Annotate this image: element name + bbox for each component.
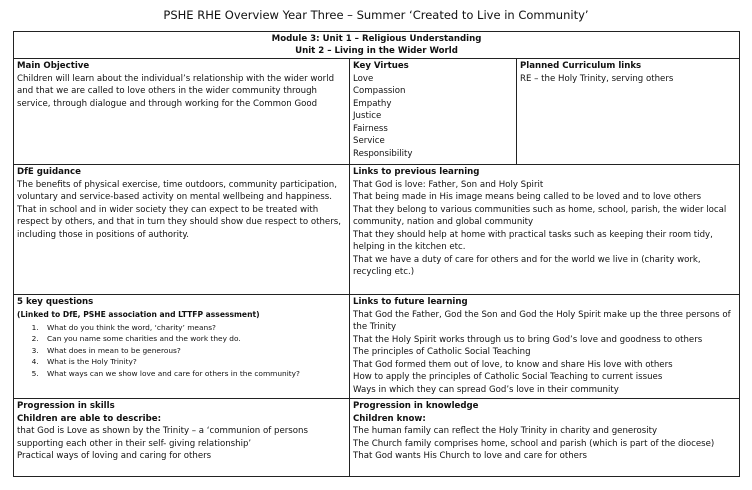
virtue-item: Compassion xyxy=(353,86,406,96)
skills-item: Practical ways of loving and caring for others xyxy=(17,451,212,461)
virtue-item: Justice xyxy=(353,111,382,121)
key-questions-cell xyxy=(14,295,350,399)
skills-title: Progression in skills xyxy=(17,401,115,411)
overview-table xyxy=(13,31,740,477)
knowledge-item: The human family can reflect the Holy Trinity in charity and generosity xyxy=(353,426,658,436)
future-learning-item: That God the Father, God the Son and God the Holy Spirit make up the three persons of the Trinity xyxy=(353,309,731,332)
page-title: PSHE RHE Overview Year Three – Summer ‘Created to Live in Community’ xyxy=(163,8,589,22)
module-header-line1: Module 3: Unit 1 – Religious Understanding xyxy=(271,34,482,44)
main-objective-title: Main Objective xyxy=(17,61,90,71)
question-item: 3. What does in mean to be generous? xyxy=(41,345,346,357)
guidance-row xyxy=(14,165,740,295)
previous-learning-cell xyxy=(350,165,740,295)
question-item: 5. What ways can we show love and care for others in the community? xyxy=(41,368,346,380)
key-virtues-title: Key Virtues xyxy=(353,61,409,71)
future-learning-item: How to apply the principles of Catholic Social Teaching to current issues xyxy=(353,372,663,382)
curriculum-links-cell xyxy=(517,59,740,165)
module-header xyxy=(14,32,740,59)
skills-cell xyxy=(14,399,350,477)
main-objective-cell xyxy=(14,59,350,165)
previous-learning-item: That God is love: Father, Son and Holy Spirit xyxy=(353,179,544,190)
future-learning-item: The principles of Catholic Social Teaching xyxy=(353,347,531,357)
dfe-guidance-cell xyxy=(14,165,350,295)
key-questions-title: 5 key questions xyxy=(17,297,94,307)
main-objective-text: Children will learn about the individual’s relationship with the wider world and that we are called to love others in the wider community through service, through dialogue and through working for the Common Good xyxy=(17,73,335,109)
virtue-item: Responsibility xyxy=(353,148,413,159)
curriculum-links-title: Planned Curriculum links xyxy=(520,61,642,71)
previous-learning-item: That they should help at home with practical tasks such as keeping their room tidy, helping in the kitchen etc. xyxy=(353,229,713,252)
module-header-line2: Unit 2 – Living in the Wider World xyxy=(295,46,458,56)
dfe-guidance-title: DfE guidance xyxy=(17,167,81,177)
knowledge-lead: Children know: xyxy=(353,413,426,424)
question-item: 1. What do you think the word, ‘charity’ means? xyxy=(41,322,346,334)
virtue-item: Fairness xyxy=(353,123,388,134)
dfe-guidance-text: The benefits of physical exercise, time outdoors, community participation, voluntary and service-based activity on mental wellbeing and happiness. That in school and in wider society they can expect to be treated with respect by others, and that in turn they should show due respect to others, including those in positions of authority. xyxy=(17,179,341,240)
future-learning-item: Ways in which they can spread God’s love in their community xyxy=(353,384,619,395)
curriculum-links-text: RE – the Holy Trinity, serving others xyxy=(520,73,674,84)
previous-learning-title: Links to previous learning xyxy=(353,167,480,177)
virtue-item: Love xyxy=(353,73,374,84)
skills-lead: Children are able to describe: xyxy=(17,413,162,424)
key-questions-subtitle: (Linked to DfE, PSHE association and LTTFP assessment) xyxy=(17,309,260,319)
knowledge-item: The Church family comprises home, school and parish (which is part of the diocese) xyxy=(353,438,715,449)
previous-learning-item: That we have a duty of care for others and for the world we live in (charity work, recycling etc.) xyxy=(353,254,701,277)
question-item: 2. Can you name some charities and the work they do. xyxy=(41,333,346,345)
future-learning-cell xyxy=(350,295,740,399)
question-item: 4. What is the Holy Trinity? xyxy=(41,356,346,368)
header-row xyxy=(14,32,740,59)
knowledge-cell xyxy=(350,399,740,477)
questions-row xyxy=(14,295,740,399)
future-learning-item: That God formed them out of love, to know and share His love with others xyxy=(353,359,673,370)
knowledge-title: Progression in knowledge xyxy=(353,401,479,411)
virtue-item: Empathy xyxy=(353,98,392,109)
future-learning-item: That the Holy Spirit works through us to bring God’s love and goodness to others xyxy=(353,334,703,345)
key-virtues-cell xyxy=(350,59,517,165)
virtue-item: Service xyxy=(353,136,385,146)
previous-learning-item: That they belong to various communities such as home, school, parish, the wider local community, nation and global community xyxy=(353,204,727,227)
objective-row xyxy=(14,59,740,165)
knowledge-item: That God wants His Church to love and care for others xyxy=(353,451,587,461)
key-questions-list xyxy=(17,322,346,380)
future-learning-title: Links to future learning xyxy=(353,297,468,307)
skills-item: that God is Love as shown by the Trinity – a ‘communion of persons supporting each other in their self- giving relationship’ xyxy=(17,426,308,449)
previous-learning-item: That being made in His image means being called to be loved and to love others xyxy=(353,192,702,202)
progression-row xyxy=(14,399,740,477)
